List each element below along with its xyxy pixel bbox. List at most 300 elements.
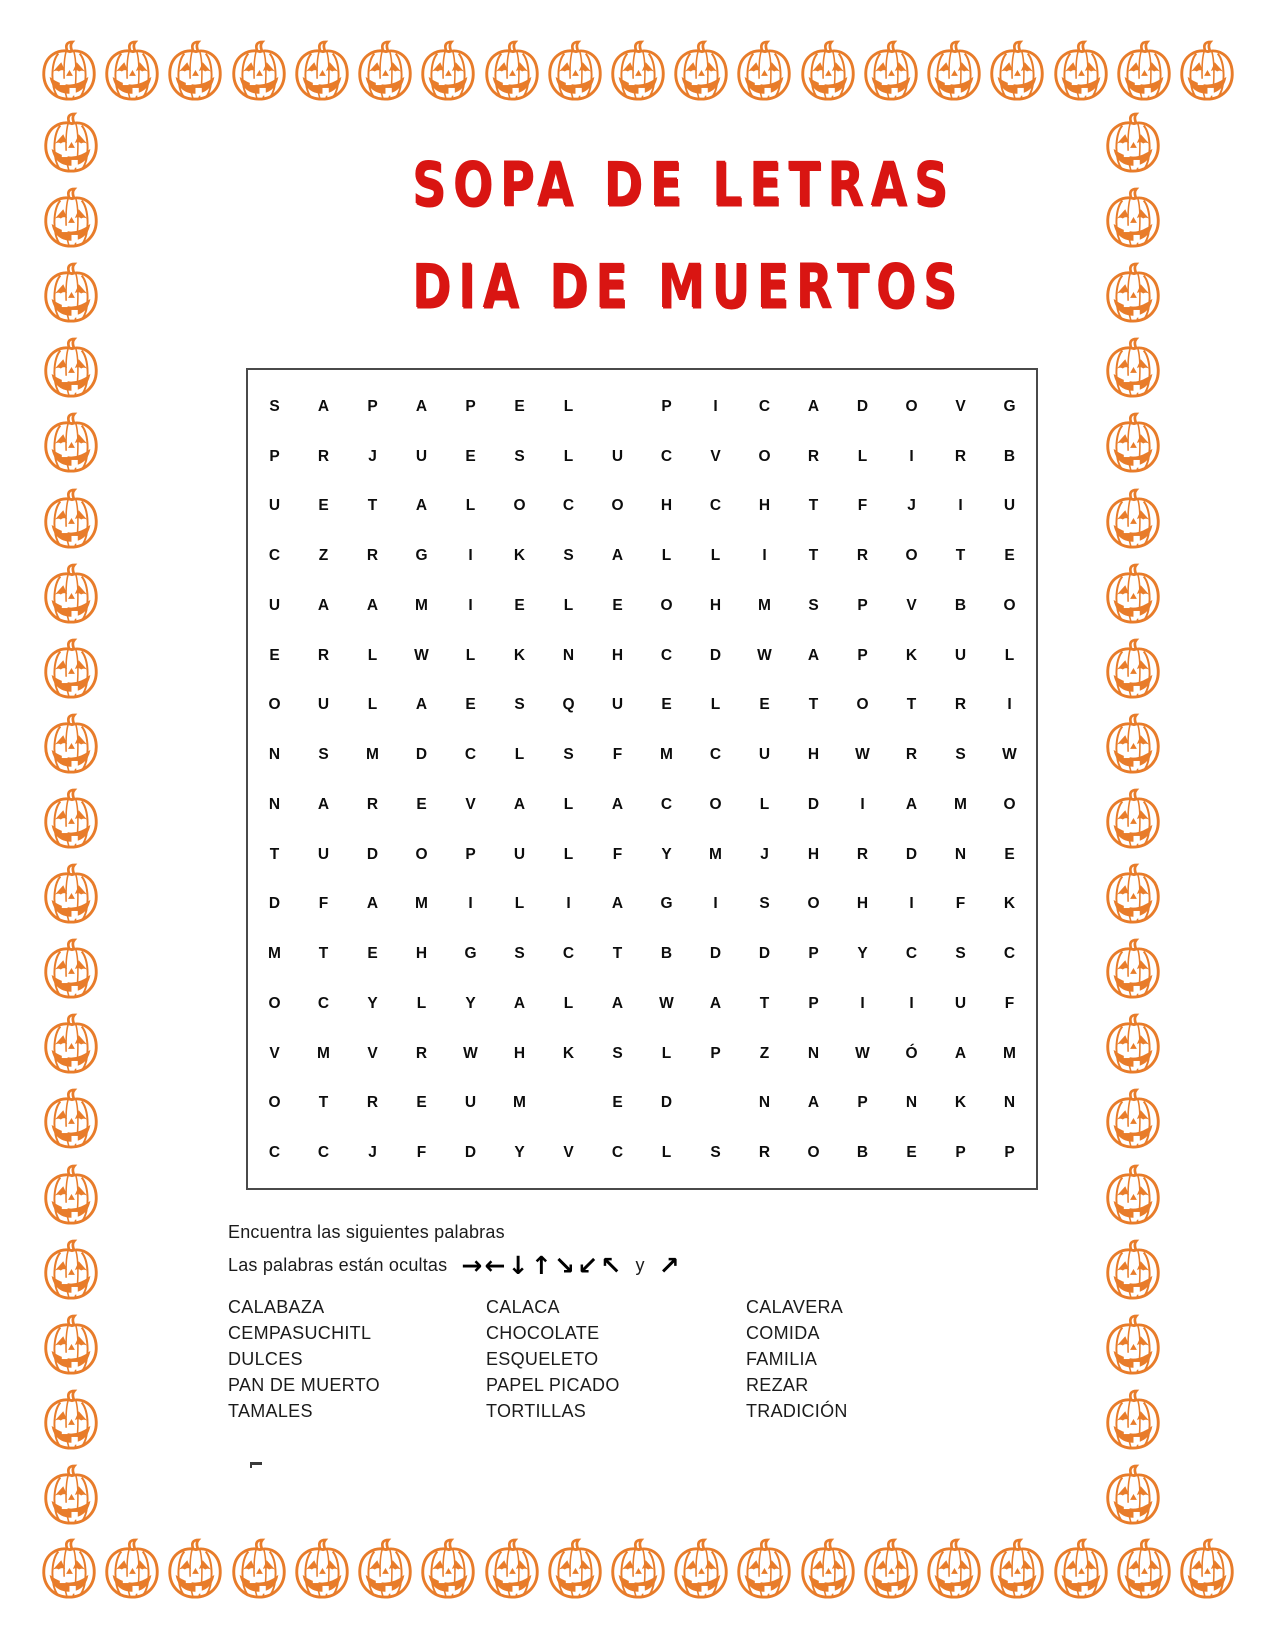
pumpkin-icon: [40, 1389, 102, 1451]
grid-cell: I: [909, 895, 914, 913]
pumpkin-icon: [1102, 337, 1164, 399]
grid-cell: H: [709, 596, 722, 614]
pumpkin-icon: [1102, 1314, 1164, 1376]
pumpkin-icon: [1102, 638, 1164, 700]
grid-cell: C: [268, 1144, 281, 1162]
page-title-line-2: DIA DE MUERTOS: [412, 252, 964, 323]
pumpkin-icon: [986, 1538, 1048, 1600]
pumpkin-border-right: [1102, 112, 1164, 1526]
grid-cell: W: [463, 1044, 478, 1062]
grid-cell: C: [660, 795, 673, 813]
grid-cell: U: [513, 845, 526, 863]
word-list-column-3: [746, 1294, 966, 1424]
grid-cell: M: [513, 1094, 526, 1112]
grid-cell: J: [368, 447, 377, 465]
instructions-line-2: Las palabras están ocultas: [228, 1255, 448, 1275]
grid-cell: A: [317, 397, 330, 415]
grid-cell: M: [268, 945, 281, 963]
grid-cell: I: [909, 994, 914, 1012]
grid-cell: P: [465, 397, 476, 415]
grid-cell: R: [856, 547, 869, 565]
grid-cell: V: [906, 596, 917, 614]
grid-cell: V: [367, 1044, 378, 1062]
grid-cell: Y: [465, 994, 476, 1012]
grid-cell: S: [318, 746, 329, 764]
grid-cell: R: [954, 447, 967, 465]
grid-cell: K: [562, 1044, 575, 1062]
grid-cell: U: [268, 596, 281, 614]
grid-cell: E: [612, 1094, 623, 1112]
grid-cell: [544, 1079, 593, 1129]
pumpkin-icon: [40, 187, 102, 249]
grid-cell: S: [710, 1144, 721, 1162]
pumpkin-icon: [1050, 40, 1112, 102]
grid-cell: N: [758, 1094, 771, 1112]
grid-cell: E: [465, 696, 476, 714]
grid-cell: [593, 382, 642, 432]
grid-cell: E: [416, 1094, 427, 1112]
grid-cell: B: [856, 1144, 869, 1162]
grid-cell: A: [366, 596, 379, 614]
pumpkin-icon: [797, 40, 859, 102]
grid-cell: C: [268, 547, 281, 565]
grid-cell: M: [1003, 1044, 1016, 1062]
pumpkin-icon: [40, 1314, 102, 1376]
pumpkin-icon: [1113, 40, 1175, 102]
word-list-item: DULCES: [228, 1349, 303, 1369]
grid-cell: U: [317, 845, 330, 863]
grid-cell: N: [268, 746, 281, 764]
pumpkin-icon: [1102, 713, 1164, 775]
grid-cell: E: [269, 646, 280, 664]
grid-cell: A: [415, 497, 428, 515]
grid-cell: T: [612, 945, 623, 963]
grid-cell: N: [807, 1044, 820, 1062]
grid-cell: U: [415, 447, 428, 465]
grid-cell: U: [464, 1094, 477, 1112]
grid-cell: I: [566, 895, 571, 913]
grid-cell: O: [611, 497, 624, 515]
grid-cell: R: [856, 845, 869, 863]
grid-cell: U: [611, 447, 624, 465]
grid-cell: C: [464, 746, 477, 764]
pumpkin-icon: [923, 1538, 985, 1600]
pumpkin-icon: [164, 40, 226, 102]
grid-cell: O: [807, 1144, 820, 1162]
pumpkin-icon: [101, 1538, 163, 1600]
pumpkin-icon: [1113, 1538, 1175, 1600]
pumpkin-icon: [40, 1013, 102, 1075]
grid-cell: H: [856, 895, 869, 913]
grid-cell: A: [905, 795, 918, 813]
grid-cell: C: [660, 447, 673, 465]
grid-cell: F: [1004, 994, 1015, 1012]
pumpkin-icon: [354, 40, 416, 102]
grid-cell: L: [661, 547, 672, 565]
grid-cell: W: [414, 646, 429, 664]
grid-cell: Ó: [905, 1044, 918, 1062]
grid-cell: J: [760, 845, 769, 863]
word-list-item: COMIDA: [746, 1323, 820, 1343]
grid-cell: H: [807, 746, 820, 764]
grid-cell: L: [514, 895, 525, 913]
grid-cell: M: [954, 795, 967, 813]
pumpkin-icon: [38, 40, 100, 102]
grid-cell: H: [807, 845, 820, 863]
grid-cell: I: [468, 895, 473, 913]
grid-cell: E: [514, 596, 525, 614]
grid-cell: C: [660, 646, 673, 664]
grid-cell: O: [660, 596, 673, 614]
grid-cell: H: [611, 646, 624, 664]
pumpkin-icon: [860, 40, 922, 102]
pumpkin-icon: [607, 40, 669, 102]
grid-cell: V: [563, 1144, 574, 1162]
instructions-block: [228, 1216, 682, 1282]
grid-cell: L: [563, 447, 574, 465]
direction-arrow-icon: ↖: [600, 1251, 622, 1280]
grid-cell: L: [710, 696, 721, 714]
word-list-column-2: [486, 1294, 746, 1424]
grid-cell: P: [1004, 1144, 1015, 1162]
grid-cell: R: [415, 1044, 428, 1062]
grid-cell: L: [759, 795, 770, 813]
grid-cell: W: [659, 994, 674, 1012]
grid-cell: T: [318, 1094, 329, 1112]
word-list-column-1: [228, 1294, 486, 1424]
grid-cell: P: [808, 945, 819, 963]
grid-cell: O: [1003, 596, 1016, 614]
pumpkin-icon: [1102, 1013, 1164, 1075]
grid-cell: E: [906, 1144, 917, 1162]
grid-cell: P: [465, 845, 476, 863]
grid-cell: G: [1003, 397, 1016, 415]
word-list-item: CHOCOLATE: [486, 1323, 600, 1343]
grid-cell: I: [713, 895, 718, 913]
grid-cell: R: [317, 447, 330, 465]
grid-cell: R: [905, 746, 918, 764]
grid-cell: L: [563, 994, 574, 1012]
grid-cell: A: [513, 994, 526, 1012]
grid-cell: F: [318, 895, 329, 913]
pumpkin-icon: [40, 1464, 102, 1526]
grid-cell: A: [317, 596, 330, 614]
grid-cell: W: [855, 746, 870, 764]
direction-arrow-icon: ↓: [507, 1251, 529, 1280]
pumpkin-icon: [1050, 1538, 1112, 1600]
word-list-item: TRADICIÓN: [746, 1401, 848, 1421]
grid-cell: M: [415, 895, 428, 913]
grid-cell: U: [954, 994, 967, 1012]
grid-cell: O: [268, 696, 281, 714]
pumpkin-icon: [1102, 112, 1164, 174]
grid-cell: V: [955, 397, 966, 415]
word-list-item: CEMPASUCHITL: [228, 1323, 372, 1343]
grid-cell: T: [808, 497, 819, 515]
pumpkin-icon: [1102, 563, 1164, 625]
pumpkin-icon: [733, 40, 795, 102]
pumpkin-icon: [40, 563, 102, 625]
word-list-item: FAMILIA: [746, 1349, 818, 1369]
grid-cell: R: [758, 1144, 771, 1162]
grid-cell: U: [317, 696, 330, 714]
grid-cell: P: [955, 1144, 966, 1162]
grid-cell: W: [1002, 746, 1017, 764]
instructions-line-1: Encuentra las siguientes palabras: [228, 1222, 505, 1242]
grid-cell: H: [513, 1044, 526, 1062]
grid-cell: A: [611, 895, 624, 913]
grid-cell: G: [415, 547, 428, 565]
grid-cell: D: [268, 895, 281, 913]
pumpkin-icon: [1102, 1464, 1164, 1526]
grid-cell: S: [955, 746, 966, 764]
word-search-grid: [246, 368, 1038, 1190]
grid-cell: P: [710, 1044, 721, 1062]
grid-cell: K: [1003, 895, 1016, 913]
grid-cell: I: [860, 795, 865, 813]
grid-cell: P: [661, 397, 672, 415]
grid-cell: L: [514, 746, 525, 764]
direction-arrow-icon: ←: [484, 1251, 506, 1280]
grid-cell: O: [905, 547, 918, 565]
grid-cell: E: [367, 945, 378, 963]
grid-cell: K: [513, 547, 526, 565]
pumpkin-border-top: [38, 40, 1238, 102]
grid-cell: R: [366, 1094, 379, 1112]
grid-cell: [691, 1079, 740, 1129]
grid-cell: I: [713, 397, 718, 415]
grid-cell: L: [465, 646, 476, 664]
grid-cell: A: [366, 895, 379, 913]
word-list-item: CALAVERA: [746, 1297, 844, 1317]
grid-cell: N: [954, 845, 967, 863]
grid-cell: E: [318, 497, 329, 515]
grid-cell: S: [514, 945, 525, 963]
grid-cell: U: [758, 746, 771, 764]
pumpkin-border-left: [40, 112, 102, 1526]
pumpkin-icon: [164, 1538, 226, 1600]
pumpkin-icon: [1102, 187, 1164, 249]
grid-cell: O: [758, 447, 771, 465]
direction-arrow-icon: ↙: [577, 1251, 599, 1280]
pumpkin-icon: [481, 40, 543, 102]
pumpkin-icon: [40, 788, 102, 850]
grid-cell: B: [1003, 447, 1016, 465]
grid-cell: J: [368, 1144, 377, 1162]
pumpkin-icon: [544, 40, 606, 102]
grid-cell: C: [905, 945, 918, 963]
grid-cell: Y: [367, 994, 378, 1012]
direction-arrow-icon: →: [461, 1251, 483, 1280]
grid-cell: S: [563, 547, 574, 565]
pumpkin-icon: [544, 1538, 606, 1600]
grid-cell: T: [808, 696, 819, 714]
grid-cell: Y: [661, 845, 672, 863]
grid-cell: A: [954, 1044, 967, 1062]
word-list-item: PAPEL PICADO: [486, 1375, 620, 1395]
pumpkin-icon: [670, 40, 732, 102]
grid-cell: S: [759, 895, 770, 913]
grid-cell: U: [611, 696, 624, 714]
grid-cell: T: [269, 845, 280, 863]
word-list-item: PAN DE MUERTO: [228, 1375, 380, 1395]
pumpkin-icon: [40, 488, 102, 550]
grid-cell: I: [860, 994, 865, 1012]
pumpkin-border-bottom: [38, 1538, 1238, 1600]
pumpkin-icon: [40, 1239, 102, 1301]
grid-cell: D: [709, 646, 722, 664]
pumpkin-icon: [1102, 1239, 1164, 1301]
grid-cell: K: [513, 646, 526, 664]
word-list-item: TAMALES: [228, 1401, 313, 1421]
grid-cell: K: [954, 1094, 967, 1112]
grid-cell: L: [563, 397, 574, 415]
grid-cell: E: [1004, 547, 1015, 565]
grid-cell: P: [857, 596, 868, 614]
pumpkin-icon: [1102, 938, 1164, 1000]
word-list-item: CALACA: [486, 1297, 560, 1317]
grid-cell: F: [612, 746, 623, 764]
grid-cell: I: [468, 547, 473, 565]
grid-cell: L: [465, 497, 476, 515]
pumpkin-icon: [291, 40, 353, 102]
grid-cell: E: [759, 696, 770, 714]
grid-cell: A: [807, 397, 820, 415]
grid-cell: O: [1003, 795, 1016, 813]
grid-cell: L: [563, 596, 574, 614]
grid-cell: T: [318, 945, 329, 963]
page-title-line-1: SOPA DE LETRAS: [412, 150, 955, 221]
pumpkin-icon: [228, 40, 290, 102]
grid-cell: L: [367, 646, 378, 664]
grid-cell: D: [856, 397, 869, 415]
grid-cell: S: [955, 945, 966, 963]
grid-cell: U: [954, 646, 967, 664]
grid-cell: E: [416, 795, 427, 813]
grid-cell: D: [758, 945, 771, 963]
grid-cell: O: [905, 397, 918, 415]
word-list-item: CALABAZA: [228, 1297, 325, 1317]
grid-cell: T: [906, 696, 917, 714]
pumpkin-icon: [40, 412, 102, 474]
grid-cell: D: [660, 1094, 673, 1112]
grid-cell: C: [709, 746, 722, 764]
pumpkin-icon: [1102, 488, 1164, 550]
grid-cell: H: [415, 945, 428, 963]
grid-cell: S: [808, 596, 819, 614]
grid-cell: V: [710, 447, 721, 465]
grid-cell: A: [317, 795, 330, 813]
pumpkin-icon: [40, 863, 102, 925]
grid-cell: A: [611, 994, 624, 1012]
grid-cell: F: [857, 497, 868, 515]
grid-cell: O: [807, 895, 820, 913]
pumpkin-icon: [40, 112, 102, 174]
grid-cell: F: [416, 1144, 427, 1162]
pumpkin-icon: [733, 1538, 795, 1600]
grid-cell: F: [612, 845, 623, 863]
grid-cell: C: [611, 1144, 624, 1162]
grid-cell: E: [514, 397, 525, 415]
grid-cell: U: [1003, 497, 1016, 515]
grid-cell: Y: [857, 945, 868, 963]
pumpkin-icon: [40, 262, 102, 324]
grid-cell: L: [416, 994, 427, 1012]
grid-cell: D: [709, 945, 722, 963]
pumpkin-icon: [860, 1538, 922, 1600]
pumpkin-icon: [354, 1538, 416, 1600]
word-list-item: ESQUELETO: [486, 1349, 599, 1369]
grid-cell: M: [415, 596, 428, 614]
grid-cell: T: [808, 547, 819, 565]
grid-cell: O: [513, 497, 526, 515]
grid-cell: W: [855, 1044, 870, 1062]
grid-cell: S: [514, 447, 525, 465]
grid-cell: O: [268, 1094, 281, 1112]
pumpkin-icon: [986, 40, 1048, 102]
grid-cell: L: [367, 696, 378, 714]
grid-cell: C: [317, 1144, 330, 1162]
direction-arrow-icon: ↘: [553, 1251, 576, 1280]
grid-cell: P: [269, 447, 280, 465]
grid-cell: L: [1004, 646, 1015, 664]
grid-cell: R: [317, 646, 330, 664]
pumpkin-icon: [1102, 1088, 1164, 1150]
grid-cell: L: [563, 795, 574, 813]
pumpkin-icon: [1102, 262, 1164, 324]
pumpkin-icon: [481, 1538, 543, 1600]
grid-cell: D: [807, 795, 820, 813]
grid-cell: D: [464, 1144, 477, 1162]
pumpkin-icon: [228, 1538, 290, 1600]
grid-cell: H: [660, 497, 673, 515]
grid-cell: A: [415, 696, 428, 714]
cropped-glyph: [250, 1462, 262, 1468]
word-list-item: TORTILLAS: [486, 1401, 587, 1421]
grid-cell: C: [317, 994, 330, 1012]
grid-cell: T: [759, 994, 770, 1012]
pumpkin-icon: [291, 1538, 353, 1600]
word-list-item: REZAR: [746, 1375, 809, 1395]
pumpkin-icon: [40, 938, 102, 1000]
pumpkin-icon: [1102, 412, 1164, 474]
grid-cell: A: [611, 795, 624, 813]
grid-cell: A: [807, 1094, 820, 1112]
grid-cell: T: [955, 547, 966, 565]
grid-cell: S: [514, 696, 525, 714]
grid-cell: E: [612, 596, 623, 614]
pumpkin-icon: [1102, 1389, 1164, 1451]
pumpkin-icon: [40, 337, 102, 399]
grid-cell: R: [366, 547, 379, 565]
arrows-conjunction: y: [635, 1255, 645, 1275]
grid-cell: I: [958, 497, 963, 515]
grid-cell: O: [709, 795, 722, 813]
grid-cell: N: [1003, 1094, 1016, 1112]
grid-cell: Z: [759, 1044, 770, 1062]
grid-cell: I: [762, 547, 767, 565]
pumpkin-icon: [1102, 863, 1164, 925]
pumpkin-icon: [1102, 788, 1164, 850]
grid-cell: O: [415, 845, 428, 863]
grid-cell: O: [856, 696, 869, 714]
grid-cell: M: [758, 596, 771, 614]
grid-cell: Q: [562, 696, 575, 714]
grid-cell: S: [563, 746, 574, 764]
grid-cell: J: [907, 497, 916, 515]
grid-cell: D: [415, 746, 428, 764]
grid-cell: A: [513, 795, 526, 813]
